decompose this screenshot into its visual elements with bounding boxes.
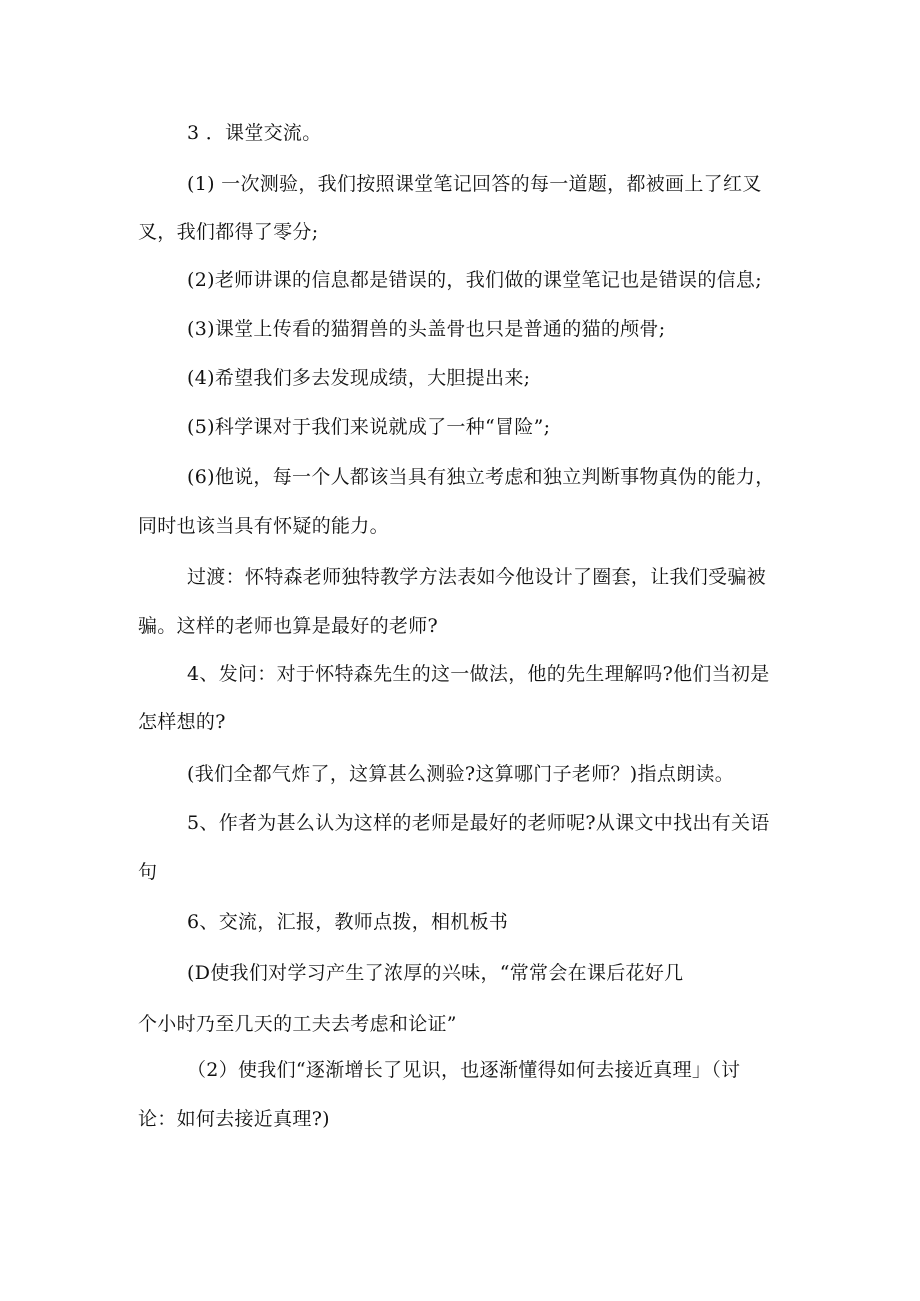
paragraph-line: 怎样想的? (138, 711, 226, 733)
paragraph-line: (1) 一次测验，我们按照课堂笔记回答的每一道题，都被画上了红叉 (187, 173, 762, 195)
paragraph-line: 过渡：怀特森老师独特教学方法表如今他设计了圈套，让我们受骗被 (187, 566, 767, 588)
paragraph-line: （2）使我们“逐渐增长了见识，也逐渐懂得如何去接近真理」（讨 (187, 1059, 741, 1081)
paragraph-line: 个小时乃至几天的工夫去考虑和论证” (138, 1013, 457, 1035)
paragraph-line: 5、作者为甚么认为这样的老师是最好的老师呢?从课文中找出有关语 (187, 812, 770, 834)
paragraph-line: 4、发问：对于怀特森先生的这一做法，他的先生理解吗?他们当初是 (187, 663, 770, 685)
paragraph-line: 骗。这样的老师也算是最好的老师? (138, 615, 438, 637)
paragraph-line: 叉，我们都得了零分; (138, 221, 319, 243)
paragraph-line: (6)他说，每一个人都该当具有独立考虑和独立判断事物真伪的能力， (187, 466, 775, 488)
paragraph-line: (5)科学课对于我们来说就成了一种“冒险”; (187, 416, 551, 438)
paragraph-line: (3)课堂上传看的猫猬兽的头盖骨也只是普通的猫的颅骨; (187, 318, 666, 340)
paragraph-line: (我们全都气炸了，这算甚么测验?这算哪门子老师？)指点朗读。 (187, 763, 735, 785)
paragraph-line: (D使我们对学习产生了浓厚的兴味，“常常会在课后花好几 (187, 962, 684, 984)
paragraph-line: 论：如何去接近真理?) (138, 1108, 330, 1130)
paragraph-line: 句 (138, 861, 158, 883)
paragraph-line: 6、交流，汇报，教师点拨，相机板书 (187, 911, 509, 933)
paragraph-line: (2)老师讲课的信息都是错误的，我们做的课堂笔记也是错误的信息; (187, 269, 762, 291)
section-heading: 3 ．课堂交流。 (187, 122, 322, 144)
paragraph-line: 同时也该当具有怀疑的能力。 (138, 515, 389, 537)
paragraph-line: (4)希望我们多去发现成绩，大胆提出来; (187, 367, 531, 389)
